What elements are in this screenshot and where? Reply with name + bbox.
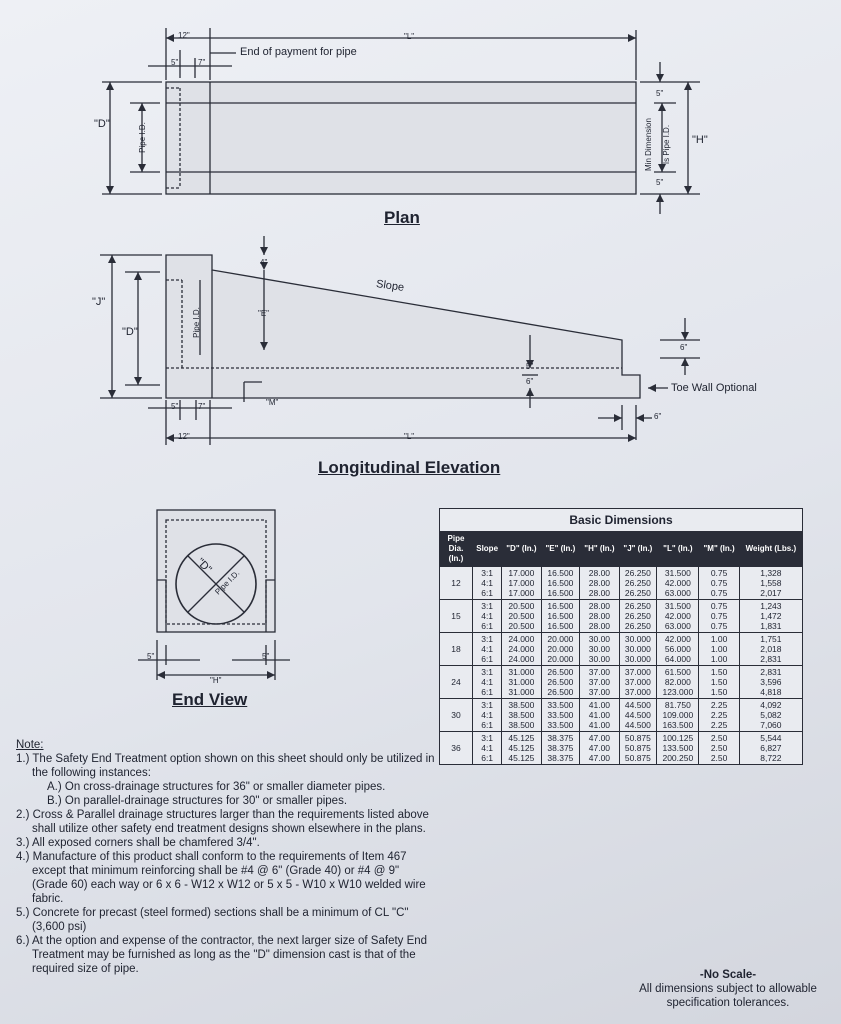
cell-value: 26.500 (547, 687, 574, 697)
cell-value: 2.25 (710, 720, 728, 730)
cell-value: 133.500 (662, 743, 694, 753)
cell-value: 38.375 (547, 753, 574, 763)
table-cell (619, 600, 657, 633)
cell-value: 28.00 (588, 568, 611, 578)
endview-outline (157, 510, 275, 632)
cell-value: 2.50 (710, 743, 728, 753)
cell-value: 50.875 (624, 753, 651, 763)
cell-value: 26.250 (624, 621, 651, 631)
header-L: "L" (In.) (657, 532, 699, 567)
cell-value: 45.125 (508, 743, 535, 753)
table-cell (473, 699, 502, 732)
table-cell (739, 666, 802, 699)
plan-dim-5: 5" (171, 58, 179, 67)
table-cell (739, 600, 802, 633)
cell-value: 1.00 (710, 654, 728, 664)
cell-value: 4:1 (481, 710, 494, 720)
cell-value: 6:1 (481, 621, 494, 631)
slope-label: Slope (375, 278, 405, 294)
cell-value: 16.500 (547, 578, 574, 588)
plan-dim-5-bot: 5" (656, 178, 664, 187)
cell-value: 6:1 (481, 753, 494, 763)
cell-value: 2.25 (710, 710, 728, 720)
cell-value: 1.50 (710, 667, 728, 677)
cell-value: 3:1 (481, 733, 494, 743)
cell-value: 26.500 (547, 677, 574, 687)
cell-value: 63.000 (664, 588, 691, 598)
cell-value: 20.000 (547, 634, 574, 644)
cell-value: 44.500 (624, 710, 651, 720)
endview-title: End View (172, 690, 248, 709)
elev-pipe-id: Pipe I.D. (191, 307, 201, 338)
cell-value: 30.00 (588, 634, 611, 644)
cell-value: 7,060 (760, 720, 782, 730)
cell-value: 1,328 (760, 568, 782, 578)
cell-value: 38.500 (508, 710, 535, 720)
cell-value: 8,722 (760, 753, 782, 763)
table-cell (541, 633, 580, 666)
cell-value: 2.25 (710, 700, 728, 710)
cell-value: 200.250 (662, 753, 694, 763)
cell-value: 3:1 (481, 568, 494, 578)
cell-value: 20.500 (508, 611, 535, 621)
endview-dim-5-left: 5" (147, 652, 155, 661)
tolerance-label: All dimensions subject to allowable specification tolerances. (639, 983, 817, 1009)
cell-value: 30.000 (624, 654, 651, 664)
table-cell (657, 567, 699, 600)
cell-value: 4:1 (481, 743, 494, 753)
cell-value: 31.000 (508, 677, 535, 687)
note-4: 4.) Manufacture of this product shall conform to the requirements of Item 467 except that minimum reinforcing shall be #4 @ 6" (Grade 40) or #4 @ 9" (Grade 60) each way or 6 x 6 - W12 x W12 or 5 x 5 - W10 x W10 welded wire fabric. (16, 851, 426, 905)
table-cell (699, 666, 739, 699)
cell-value: 3:1 (481, 634, 494, 644)
cell-value: 42.000 (664, 634, 691, 644)
cell-value: 38.375 (547, 743, 574, 753)
table-cell (473, 600, 502, 633)
cell-value: 163.500 (662, 720, 694, 730)
cell-value: 16.500 (547, 588, 574, 598)
pipe-dia-cell: 24 (440, 666, 473, 699)
cell-value: 20.500 (508, 621, 535, 631)
table-cell (502, 567, 541, 600)
table-cell (699, 633, 739, 666)
is-pipe-id-label: Is Pipe I.D. (662, 124, 672, 165)
cell-value: 1.00 (710, 634, 728, 644)
endview-dim-5-right: 5" (262, 652, 270, 661)
cell-value: 42.000 (664, 578, 691, 588)
table-cell (473, 666, 502, 699)
table-cell (657, 732, 699, 765)
cell-value: 42.000 (664, 611, 691, 621)
cell-value: 30.000 (624, 634, 651, 644)
elev-dim-6-bottom: 6" (654, 412, 662, 421)
cell-value: 38.500 (508, 720, 535, 730)
cell-value: 0.75 (710, 621, 728, 631)
cell-value: 2,831 (760, 667, 782, 677)
footer-block (623, 968, 833, 1010)
header-E: "E" (In.) (541, 532, 580, 567)
elev-dim-E: "E" (258, 309, 270, 318)
cell-value: 5,544 (760, 733, 782, 743)
table-cell (580, 633, 619, 666)
table-cell (473, 633, 502, 666)
cell-value: 3:1 (481, 667, 494, 677)
cell-value: 41.00 (588, 710, 611, 720)
cell-value: 37.00 (588, 687, 611, 697)
cell-value: 37.000 (624, 667, 651, 677)
plan-dim-12: 12" (178, 31, 190, 40)
table-cell (699, 600, 739, 633)
plan-dim-5-top: 5" (656, 89, 664, 98)
cell-value: 24.000 (508, 644, 535, 654)
cell-value: 26.250 (624, 588, 651, 598)
table-cell (541, 666, 580, 699)
table-cell (502, 699, 541, 732)
note-1a: A.) On cross-drainage structures for 36" or smaller diameter pipes. (47, 781, 386, 793)
pipe-dia-cell: 12 (440, 567, 473, 600)
cell-value: 31.500 (664, 601, 691, 611)
cell-value: 33.500 (547, 720, 574, 730)
cell-value: 6:1 (481, 654, 494, 664)
table-cell (657, 600, 699, 633)
cell-value: 45.125 (508, 753, 535, 763)
note-1b: B.) On parallel-drainage structures for 30" or smaller pipes. (47, 795, 348, 807)
cell-value: 6:1 (481, 720, 494, 730)
plan-dim-H: "H" (692, 134, 708, 146)
elev-dim-5-mid: 5" (526, 362, 534, 371)
cell-value: 28.00 (588, 601, 611, 611)
cell-value: 0.75 (710, 568, 728, 578)
endview-pipe-id: Pipe I.D. (213, 568, 242, 597)
note-1: 1.) The Safety End Treatment option shown on this sheet should only be utilized in the following instances: (16, 753, 435, 779)
table-cell (699, 732, 739, 765)
table-cell (541, 699, 580, 732)
table-cell (502, 633, 541, 666)
pipe-dia-cell: 18 (440, 633, 473, 666)
header-D: "D" (In.) (502, 532, 541, 567)
cell-value: 16.500 (547, 611, 574, 621)
header-M: "M" (In.) (699, 532, 739, 567)
elevation-outline (166, 255, 640, 398)
elevation-title: Longitudinal Elevation (318, 458, 501, 477)
table-cell (502, 666, 541, 699)
header-pipe-dia: Pipe Dia. (In.) (440, 532, 473, 567)
cell-value: 30.000 (624, 644, 651, 654)
cell-value: 4:1 (481, 677, 494, 687)
cell-value: 4,818 (760, 687, 782, 697)
cell-value: 26.500 (547, 667, 574, 677)
cell-value: 3:1 (481, 700, 494, 710)
cell-value: 1,831 (760, 621, 782, 631)
cell-value: 0.75 (710, 611, 728, 621)
elev-dim-4: 4" (260, 258, 268, 267)
table-cell (619, 699, 657, 732)
cell-value: 5,082 (760, 710, 782, 720)
table-cell (541, 567, 580, 600)
cell-value: 30.00 (588, 644, 611, 654)
note-5: 5.) Concrete for precast (steel formed) sections shall be a minimum of CL "C" (3,600 psi) (16, 907, 409, 933)
cell-value: 4:1 (481, 578, 494, 588)
cell-value: 20.000 (547, 654, 574, 664)
elev-dim-7: 7" (198, 402, 206, 411)
cell-value: 28.00 (588, 611, 611, 621)
cell-value: 17.000 (508, 588, 535, 598)
cell-value: 64.000 (664, 654, 691, 664)
table-cell (739, 633, 802, 666)
cell-value: 41.00 (588, 700, 611, 710)
cell-value: 1,472 (760, 611, 782, 621)
cell-value: 45.125 (508, 733, 535, 743)
plan-pipe-id: Pipe I.D. (137, 122, 147, 153)
pipe-dia-cell: 36 (440, 732, 473, 765)
table-row (440, 666, 803, 699)
cell-value: 16.500 (547, 621, 574, 631)
plan-dim-7: 7" (198, 58, 206, 67)
cell-value: 6:1 (481, 588, 494, 598)
elev-dim-L: "L" (404, 432, 415, 441)
cell-value: 1.50 (710, 687, 728, 697)
cell-value: 16.500 (547, 568, 574, 578)
cell-value: 4,092 (760, 700, 782, 710)
table-cell (541, 600, 580, 633)
elev-dim-6-right: 6" (680, 343, 688, 352)
cell-value: 2,017 (760, 588, 782, 598)
cell-value: 26.250 (624, 601, 651, 611)
endview-dim-H: "H" (210, 676, 222, 685)
cell-value: 37.000 (624, 687, 651, 697)
cell-value: 37.00 (588, 667, 611, 677)
cell-value: 31.000 (508, 667, 535, 677)
cell-value: 3,596 (760, 677, 782, 687)
table-row (440, 699, 803, 732)
table-cell (580, 699, 619, 732)
elev-dim-12: 12" (178, 432, 190, 441)
cell-value: 37.00 (588, 677, 611, 687)
plan-dim-L: "L" (404, 32, 415, 41)
elev-dim-D: "D" (122, 326, 138, 338)
cell-value: 1,243 (760, 601, 782, 611)
cell-value: 26.250 (624, 578, 651, 588)
note-2: 2.) Cross & Parallel drainage structures larger than the requirements listed above shall utilize other safety end treatment designs shown elsewhere in the plans. (16, 809, 429, 835)
cell-value: 2,831 (760, 654, 782, 664)
table-cell (580, 666, 619, 699)
table-cell (502, 732, 541, 765)
cell-value: 6,827 (760, 743, 782, 753)
notes-block (16, 738, 436, 976)
table-row (440, 567, 803, 600)
cell-value: 82.000 (664, 677, 691, 687)
cell-value: 4:1 (481, 644, 494, 654)
table-caption: Basic Dimensions (440, 509, 803, 532)
plan-dim-D: "D" (94, 118, 110, 130)
table-cell (473, 732, 502, 765)
header-slope: Slope (473, 532, 502, 567)
cell-value: 50.875 (624, 743, 651, 753)
toe-wall-label: Toe Wall Optional (671, 382, 757, 394)
table-cell (580, 567, 619, 600)
cell-value: 2.50 (710, 733, 728, 743)
cell-value: 109.000 (662, 710, 694, 720)
plan-outline (166, 82, 636, 194)
table-cell (619, 732, 657, 765)
elev-dim-J: "J" (92, 296, 106, 308)
cell-value: 20.000 (547, 644, 574, 654)
no-scale-label: -No Scale- (699, 969, 757, 981)
cell-value: 41.00 (588, 720, 611, 730)
table-cell (473, 567, 502, 600)
cell-value: 44.500 (624, 700, 651, 710)
table-cell (657, 699, 699, 732)
cell-value: 0.75 (710, 578, 728, 588)
cell-value: 0.75 (710, 601, 728, 611)
cell-value: 1.00 (710, 644, 728, 654)
cell-value: 3:1 (481, 601, 494, 611)
cell-value: 4:1 (481, 611, 494, 621)
table-cell (699, 567, 739, 600)
table-cell (739, 732, 802, 765)
cell-value: 20.500 (508, 601, 535, 611)
cell-value: 33.500 (547, 710, 574, 720)
cell-value: 30.00 (588, 654, 611, 664)
cell-value: 17.000 (508, 578, 535, 588)
table-cell (619, 666, 657, 699)
min-dimension-label: Min Dimension (643, 118, 653, 171)
table-row (440, 600, 803, 633)
note-6: 6.) At the option and expense of the contractor, the next larger size of Safety End Treatment may be furnished as long as the "D" dimension cast is that of the required size of pipe. (16, 935, 428, 975)
header-J: "J" (In.) (619, 532, 657, 567)
cell-value: 28.00 (588, 578, 611, 588)
table-row (440, 732, 803, 765)
cell-value: 28.00 (588, 588, 611, 598)
cell-value: 1,751 (760, 634, 782, 644)
cell-value: 17.000 (508, 568, 535, 578)
cell-value: 16.500 (547, 601, 574, 611)
cell-value: 6:1 (481, 687, 494, 697)
note-3: 3.) All exposed corners shall be chamfered 3/4". (16, 837, 260, 849)
cell-value: 61.500 (664, 667, 691, 677)
cell-value: 50.875 (624, 733, 651, 743)
cell-value: 2.50 (710, 753, 728, 763)
table-cell (580, 600, 619, 633)
elev-dim-6-mid: 6" (526, 377, 534, 386)
pipe-dia-cell: 30 (440, 699, 473, 732)
cell-value: 2,018 (760, 644, 782, 654)
header-weight: Weight (Lbs.) (739, 532, 802, 567)
table-row (440, 633, 803, 666)
table-cell (541, 732, 580, 765)
cell-value: 24.000 (508, 654, 535, 664)
table-cell (739, 699, 802, 732)
cell-value: 26.250 (624, 568, 651, 578)
cell-value: 47.00 (588, 733, 611, 743)
elev-dim-5: 5" (171, 402, 179, 411)
table-cell (657, 633, 699, 666)
table-cell (619, 633, 657, 666)
table-body (440, 567, 803, 765)
cell-value: 47.00 (588, 753, 611, 763)
cell-value: 31.500 (664, 568, 691, 578)
table-cell (580, 732, 619, 765)
cell-value: 38.500 (508, 700, 535, 710)
cell-value: 100.125 (662, 733, 694, 743)
cell-value: 1.50 (710, 677, 728, 687)
table-cell (619, 567, 657, 600)
basic-dimensions-table (439, 508, 803, 765)
pipe-dia-cell: 15 (440, 600, 473, 633)
cell-value: 81.750 (664, 700, 691, 710)
cell-value: 44.500 (624, 720, 651, 730)
elev-dim-M: "M" (266, 398, 279, 407)
cell-value: 56.000 (664, 644, 691, 654)
cell-value: 47.00 (588, 743, 611, 753)
cell-value: 123.000 (662, 687, 694, 697)
cell-value: 28.00 (588, 621, 611, 631)
cell-value: 63.000 (664, 621, 691, 631)
end-of-payment-label: End of payment for pipe (240, 46, 357, 58)
cell-value: 38.375 (547, 733, 574, 743)
cell-value: 37.000 (624, 677, 651, 687)
cell-value: 0.75 (710, 588, 728, 598)
table-cell (502, 600, 541, 633)
cell-value: 24.000 (508, 634, 535, 644)
endview-dim-D: "D" (194, 556, 214, 576)
cell-value: 31.000 (508, 687, 535, 697)
cell-value: 33.500 (547, 700, 574, 710)
cell-value: 1,558 (760, 578, 782, 588)
notes-heading: Note: (16, 739, 44, 751)
table-cell (699, 699, 739, 732)
cell-value: 26.250 (624, 611, 651, 621)
table-cell (739, 567, 802, 600)
plan-title: Plan (384, 208, 420, 227)
header-H: "H" (In.) (580, 532, 619, 567)
table-cell (657, 666, 699, 699)
